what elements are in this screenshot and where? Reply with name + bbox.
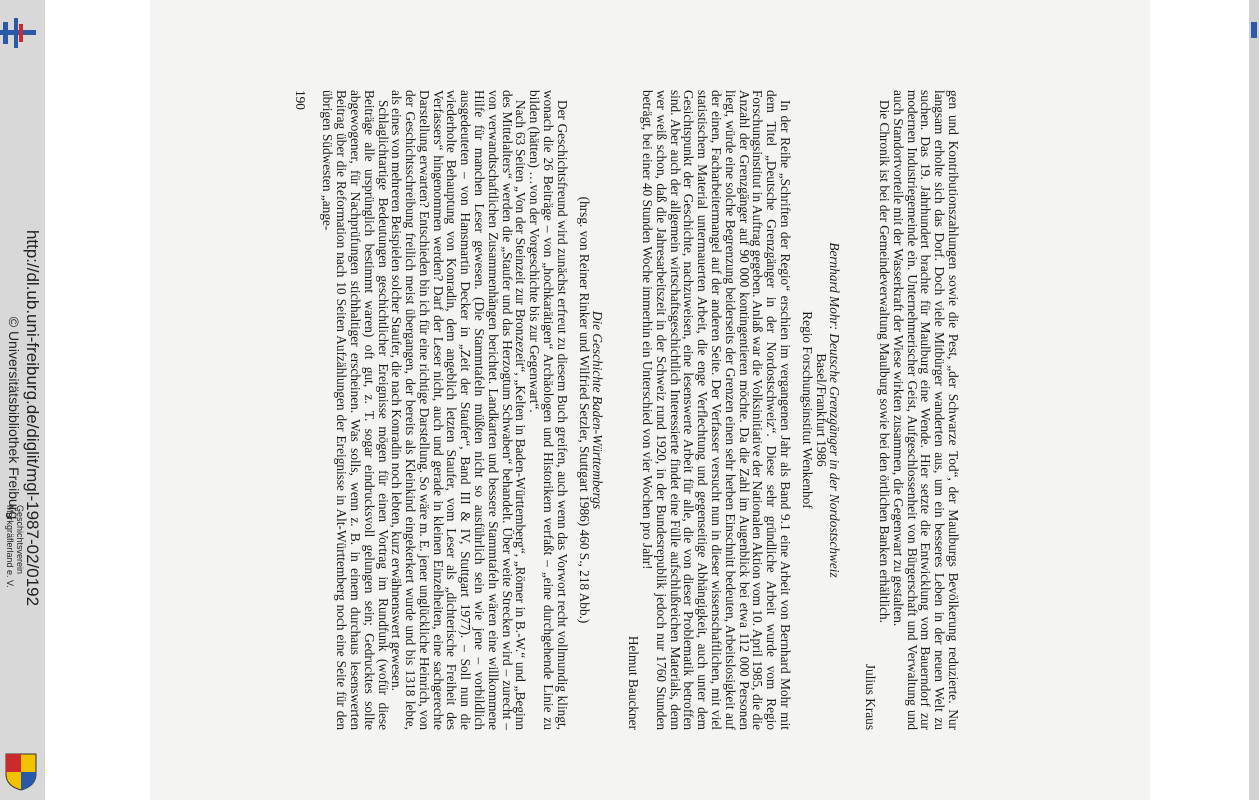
review2-subtitle: (hrsg. von Reiner Rinker und Wilfried Setzler, Stuttgart 1986) 460 S., 218 Abb.) [576,196,592,624]
publisher-label [5,505,25,715]
rotated-document-page [160,90,960,730]
review2-paragraph-3: Schlaglichtartige Bedeutungen geschichtlicher Ereignisse mögen für einen Vortrag im Rundfunk (wofür diese Beiträge alle ursprünglich bestimmt waren) oft gut, z. T. sogar eindrucksvoll gelungen sein; Gedrucktes sollte abgewogener, für Nachprüfungen stichhaltiger erscheinen. Was solls, wenn z. B. in einem durchaus lesenswerten Beitrag über die Reformation nach 10 Seiten Aufzählungen der Ereignisse in Alt-Württemberg noch eine Seite für den übrigen Südwesten „ange- [320,90,391,730]
signature-bauckner: Helmut Bauckner [626,635,642,730]
review1-subtitle-1: Basel/Frankfurt 1986 [813,353,829,467]
copyright-line: © Universitätsbibliothek Freiburg [6,316,22,520]
review1-title: Bernhard Mohr: Deutsche Grenzgänger in der Nordostschweiz [827,242,843,578]
intro-paragraph-2: Die Chronik ist bei der Gemeindeverwaltung Maulburg sowie bei den örtlichen Banken erhältlich. [877,100,893,623]
blue-mark-icon [1251,22,1257,38]
source-url[interactable]: http://dl.ub.uni-freiburg.de/diglit/mgl-1987-02/0192 [23,229,42,607]
review1-subtitle-2: Regio Forschungsinstitut Wenkenhof [799,311,815,509]
page-number: 190 [292,90,308,110]
review2-paragraph-2: Nach 63 Seiten „Von der Steinzeit zur Bronzezeit“, „Kelten in Baden-Württemberg“, „Römer in B.-W.“ und „Beginn des Mittelalters“ werden die „Staufer und das Herzogtum Schwaben“ behandelt. Über weite Strecken wird – zurecht – von verwandtschaftlichen Zusammenhängen berichtet. Landkarten und bessere Stammtafeln wären eine willkommene Hilfe für manchen Leser gewesen. (Die Stammtafeln müßten nicht so ausführlich sein wie jene – vorbildlich ausgedeuteten – von Hansmartin Decker in „Zeit der Staufer“, Band III & IV, Stuttgart 1977). – Soll nun die wiederholte Behauptung von Konradin, dem angeblich letzten Staufer, vom Leser als „dichterische Freiheit des Verfassers“ hingenommen werden? Darf der Leser nicht, auch und gerade in kleinen Einzelheiten, eine sachgerechte Darstellung erwarten? Entschieden bin ich für eine richtige Darstellung. So wäre m. E. jener unglückliche Heinrich, von der Geschichtsschreibung freilich meist übergangen, der bereits als Kleinkind eingekerkert wurde und bis 1318 lebte, als eines von mehreren Beispielen solcher Staufer, die nach Konradin noch lebten, kurz erwähnenswert gewesen. [389,90,529,730]
review2-title: Die Geschichte Baden-Württembergs [590,310,606,510]
publisher-line1: Geschichtsverein [15,505,25,575]
signature-kraus: Julius Kraus [863,663,879,730]
review2-paragraph-1: Der Geschichtsfreund wird zunächst erfreut zu diesem Buch greifen, auch wenn das Vorwort recht vollmundig klingt, wonach die 26 Beiträge – von „hochkarätigen“ Archäologen und Historikern verfaßt – „eine durchgehende Linie zu bilden (hätten) …von der Vorgeschichte bis zur Gegenwart“. [527,90,570,730]
intro-paragraph: gen und Kontributionszahlungen sowie die Pest, „der Schwarze Tod“, der Maulburgs Bevölkerung reduzierte. Nur langsam erholte sich das Dorf. Doch viele Mitbürger wanderten aus, um ein besseres Leben in der neuen Welt zu suchen. Das 19. Jahrhundert brachte für Maulburg eine Wende. Hier setzte die Entwicklung vom Bauerndorf zur modernen Industriegemeinde ein. Unternehmerischer Geist, Aufgeschlossenheit von Bürgerschaft und Verwaltung und auch Standortvorteile mit der Wasserkraft der Wiese wirkten zusammen, die Gegenwart zu gestalten. [890,90,961,730]
review1-body: In der Reihe „Schriften der Regio“ erschien im vergangenen Jahr als Band 9.1 eine Arbeit von Bernhard Mohr mit dem Titel „Deutsche Grenzgänger in der Nordostschweiz“. Diese sehr gründliche Arbeit wurde vom Regio Forschungsinstitut in Auftrag gegeben. Anlaß war die Volksinitiative der Nationalen Aktion vom 10. April 1985, die die Anzahl der Grenzgänger auf 90 000 kontingentieren möchte. Da die Zahl im Augenblick bei etwa 112 000 Personen liegt, würde eine solche Begrenzung beiderseits der Grenzen einen sehr herben Einschnitt bedeuten, Arbeitslosigkeit auf der einen, Facharbeitermangel auf der anderen Seite. Der Verfasser versucht nun in dieser wissenschaftlichen, mit viel statistischem Material untermauerten Arbeit, die enge Verflechtung und gegenseitige Abhängigkeit, auch unter dem Gesichtspunkt der Geschichte, nachzuweisen, eine lesenswerte Arbeit für alle, die von dieser Problematik betroffen sind. Aber auch der allgemein wirtschaftsgeschichtlich Interessierte findet eine Fülle aufschlußreichen Materials, denn wer weiß schon, daß die Jahresarbeitszeit in der Schweiz rund 1920, in der Bundesrepublik jedoch nur 1760 Stunden beträgt, bei einer 40 Stunden Woche immerhin ein Unterschied von vier Wochen pro Jahr! [640,90,794,730]
publisher-line2: Markgräflerland e. V. [5,505,15,588]
right-sidebar [1249,0,1259,800]
